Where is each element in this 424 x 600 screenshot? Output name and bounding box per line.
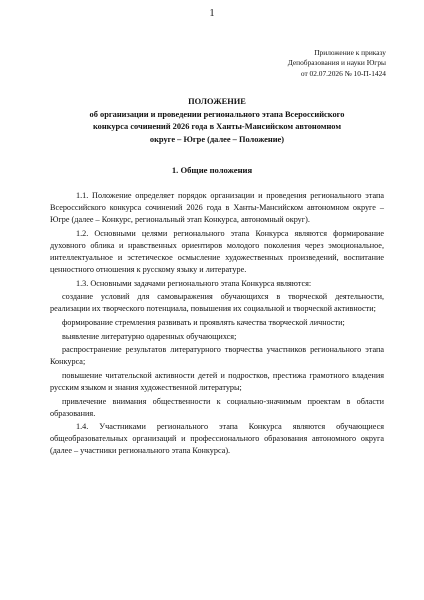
- task-item: формирование стремления развивать и проявлять качества творческой личности;: [62, 317, 345, 327]
- paragraph-1-1: 1.1. Положение определяет порядок организации и проведения регионального этапа Всероссийского конкурса сочинений 2026 года в Ханты-Мансийском автономном округе – Югре (далее – Конкурс, региональный этап Конкурса, автономный округ).: [50, 191, 384, 225]
- document-title: [40, 96, 394, 146]
- body-text: [50, 190, 384, 459]
- appendix-line-2: Депобразования и науки Югры: [287, 58, 386, 68]
- task-item: выявление литературно одаренных обучающихся;: [62, 331, 237, 341]
- page-number: 1: [209, 8, 215, 19]
- paragraph-1-3: 1.3. Основными задачами регионального этапа Конкурса являются:: [76, 278, 312, 288]
- title-line-2: об организации и проведении регионального этапа Всероссийского: [89, 109, 345, 119]
- task-item: создание условий для самовыражения обучающихся в творческой деятельности, реализации их творческого потенциала, повышения их социальной и творческой активности;: [50, 292, 384, 314]
- title-line-4: округе – Югре (далее – Положение): [149, 134, 285, 144]
- appendix-line-3: от 02.07.2026 № 10-П-1424: [300, 68, 386, 78]
- section-title: 1. Общие положения: [171, 165, 253, 175]
- title-line-1: ПОЛОЖЕНИЕ: [188, 97, 246, 106]
- task-item: привлечение внимания общественности к социально-значимым проектам в области образования.: [50, 396, 384, 418]
- appendix-block: [288, 48, 386, 79]
- paragraph-1-2: 1.2. Основными целями регионального этапа Конкурса являются формирование духовного облика и нравственных ориентиров молодого поколения через эмоциональное, интеллектуальное и эстетическое осмысление художественных произведений, воспитание ценностного отношения к русскому языку и литературе.: [50, 228, 384, 275]
- paragraph-1-4: 1.4. Участниками регионального этапа Конкурса являются обучающиеся общеобразовательных организаций и профессионального образования автономного округа (далее – участники регионального этапа Конкурса).: [50, 422, 384, 456]
- task-item: повышение читательской активности детей и подростков, престижа грамотного владения русским языком и знания художественной литературы;: [50, 370, 384, 392]
- task-item: распространение результатов литературного творчества участников регионального этапа Конкурса;: [50, 345, 384, 367]
- title-line-3: конкурса сочинений 2026 года в Ханты-Мансийском автономном: [92, 122, 342, 132]
- appendix-line-1: Приложение к приказу: [314, 48, 386, 57]
